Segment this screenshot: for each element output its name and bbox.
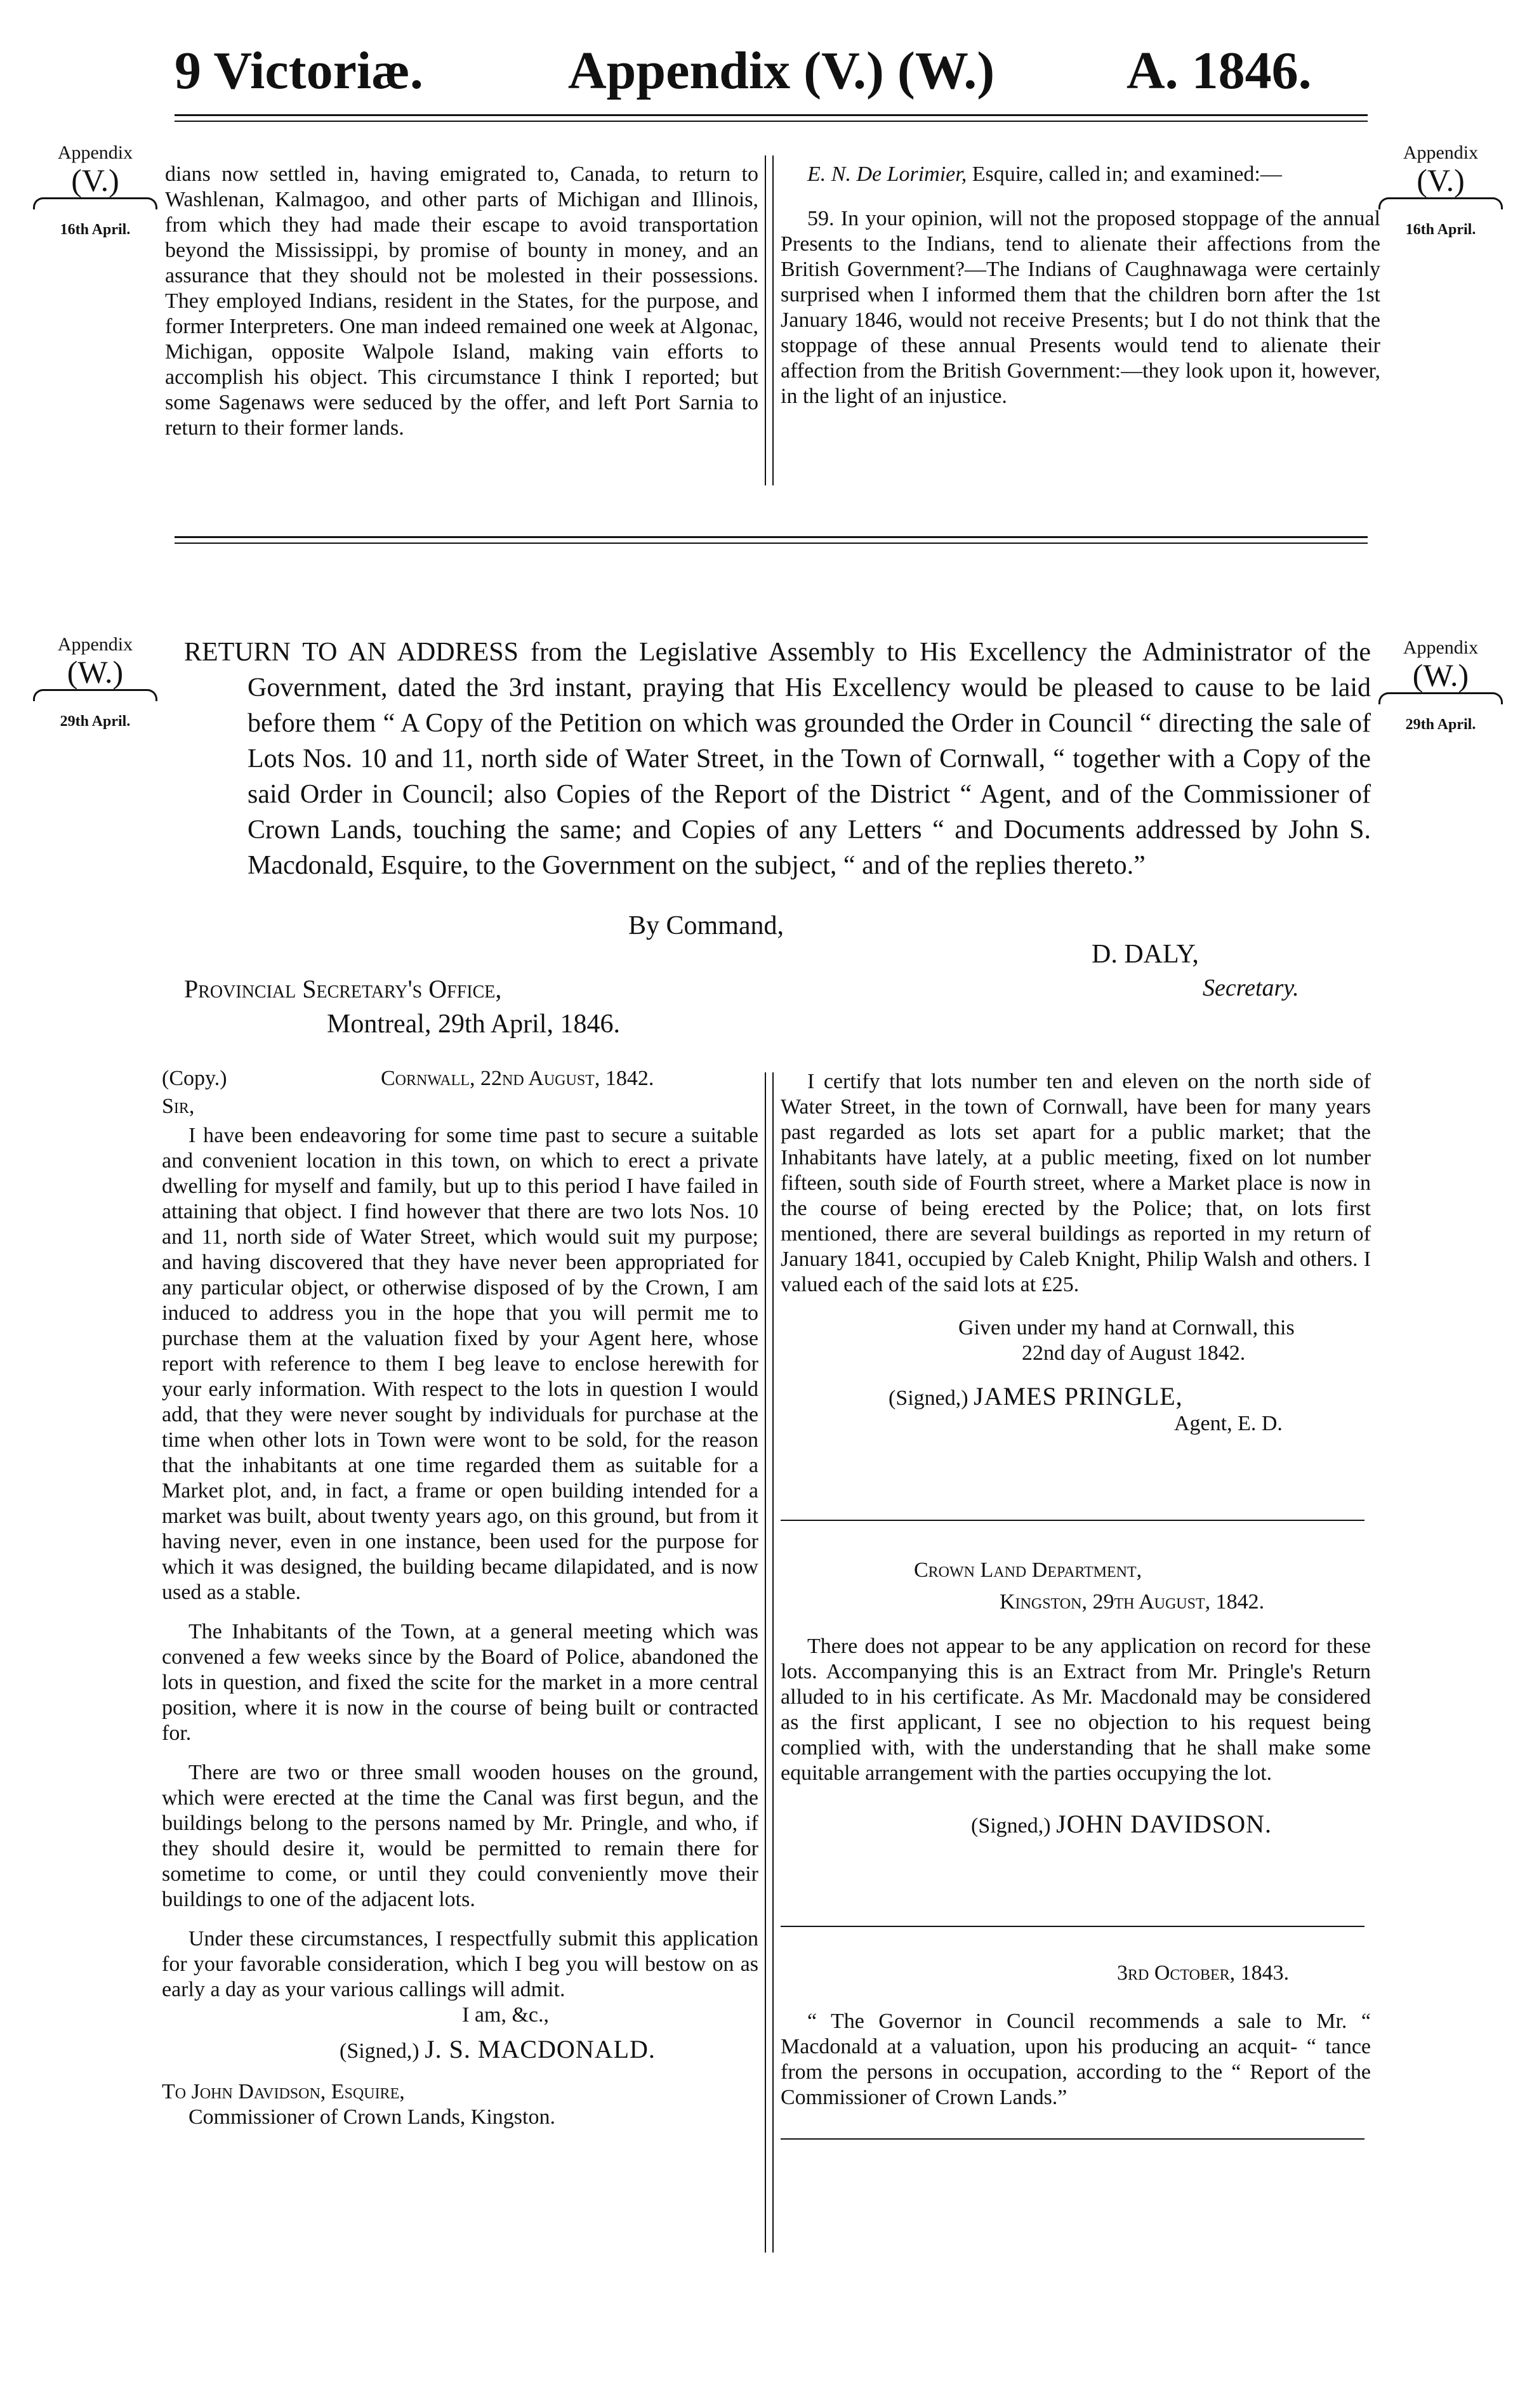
letter-salutation: Sir, [162,1095,195,1118]
signer-title: Secretary. [1203,975,1299,1001]
order-text: “ The Governor in Council recommends a sale to Mr. “ Macdonald at a valuation, upon his producing an acquit- “ tance from the persons in occupation, according to the “ Report of the Commissioner of Crown Lands.” [781,2010,1371,2109]
witness-intro: Esquire, called in; and examined:— [967,162,1282,186]
letter-paragraph: I have been endeavoring for some time past to secure a suitable and convenient location in this town, on which to erect a private dwelling for myself and family, but up to this period I have failed in attaining that object. I find however that there are two lots Nos. 10 and 11, north side of Water Street, which would suit my purpose; and having discovered that they have never been appropriated for any particular object, or otherwise disposed of by the Crown, I am induced to address you in the hope that you will permit me to purchase them at the valuation fixed by your Agent here, whose report with reference to them I beg leave to enclose herewith for your early information. With respect to the lots in question I would add, that they were never sought by individuals for purchase at the time when other lots in Town were wont to be sold, for the reason that the inhabitants at one time regarded them as suitable for a Market plot, and, in fact, a frame or open building intended for a market was built, about twenty years ago, on this ground, but from it having never, even in one instance, been used for the purpose for which it was designed, the building became dilapidated, and is now used as a stable. [162,1124,758,1604]
margin-letter: (V.) [71,162,119,198]
signed-label: (Signed,) [340,2039,420,2063]
letter-paragraph: There are two or three small wooden houses on the ground, which were erected at the time the Canal was first begun, and the buildings belong to the persons named by Mr. Pringle, and who, if they should desire it, would be permitted to remain there for sometime to come, or until they could conveniently move their buildings to one of the adjacent lots. [162,1761,758,1911]
return-text: from the Legislative Assembly to His Excellency the Administrator of the Government, dated the 3rd instant, praying that His Excellency would be pleased to cause to be laid before them “ A Copy of the Petition on which was grounded the Order in Council “ directing the sale of Lots Nos. 10 and 11, north side of Water Street, in the Town of Cornwall, “ together with a Copy of the said Order in Council; also Copies of the Report of the District “ Agent, and of the Commissioner of Crown Lands, touching the same; and Copies of any Letters “ and Documents addressed by John S. Macdonald, Esquire, to the Government on the subject, “ and of the replies thereto.” [248,638,1371,880]
divider-line [781,1520,1364,1521]
question-59: 59. In your opinion, will not the proposed stoppage of the annual Presents to the Indians, tend to alienate their affections from the British Government?—The Indians of Caughnawaga were certainly surprised when I informed them that the children born after the 1st January 1846, would not receive Presents; but I do not think that the stoppage of these annual Presents would tend to alienate their affection from the British Government:—they look upon it, however, in the light of an injustice. [781,207,1380,408]
certificate-pringle [781,1069,1371,1437]
header-regnal-year: 9 Victoriæ. [175,41,423,100]
section-v-left-column [165,162,758,441]
margin-bracket [1378,197,1503,209]
addressee-line: To John Davidson, Esquire, [162,2080,405,2103]
signed-label: (Signed,) [971,1814,1051,1838]
header-session-year: A. 1846. [1126,41,1312,100]
margin-label: Appendix [57,142,133,163]
letter-dateline: Cornwall, 22nd August, 1842. [381,1067,654,1090]
by-command: By Command, [628,911,784,940]
given-line: Given under my hand at Cornwall, this [958,1316,1295,1339]
memo-text: There does not appear to be any application on record for these lots. Accompanying this is an Extract from Mr. Pringle's Return alluded to in his certificate. As Mr. Macdonald may be considered as the first applicant, I see no objection to his request being complied with, with the understanding that he shall make some equitable arrangement with the parties occupying the lot. [781,1635,1371,1785]
margin-letter: (W.) [67,654,124,690]
section-rule-thin [175,543,1368,544]
section-v-left-paragraph: dians now settled in, having emigrated to, Canada, to return to Washlenan, Kalmagoo, and other parts of Michigan and Illinois, from which they had made their escape to avoid transportation beyond the Mississippi, by promise of bounty in money, and an assurance that they should not be molested in their possessions. They employed Indians, resident in the States, for the purpose, and former Interpreters. One man indeed remained one week at Algonac, Michigan, opposite Walpole Island, making vain efforts to accomplish his object. This circumstance I think I reported; but some Sagenaws were seduced by the offer, and left Port Sarnia to return to their former lands. [165,162,758,440]
margin-note-top-left [32,143,159,239]
signed-name: JAMES PRINGLE, [974,1382,1183,1411]
signed-name: JOHN DAVIDSON. [1056,1810,1272,1838]
signed-title: Agent, E. D. [1174,1412,1283,1435]
margin-bracket [33,689,157,701]
order-in-council [781,1961,1371,2110]
divider-line [781,1926,1364,1927]
certificate-text: I certify that lots number ten and eleven on the north side of Water Street, in the town of Cornwall, have been for many years past regarded as lots set apart for a public market; that the Inhabitants have lately, at a public meeting, fixed on lot number fifteen, south side of Fourth street, where a Market place is now in the course of being erected by the Police; that, on lots first mentioned, there are several buildings as reported in my return of January 1841, occupied by Caleb Knight, Philip Walsh and others. I valued each of the said lots at £25. [781,1070,1371,1296]
margin-note-mid-right [1377,638,1504,734]
margin-note-mid-left [32,635,159,730]
header-rule [175,114,1368,116]
header-appendix-title: Appendix (V.) (W.) [568,41,995,100]
margin-date: 16th April. [1405,221,1476,238]
signer-name: D. DALY, [1092,940,1199,969]
signed-label: (Signed,) [889,1386,968,1410]
margin-letter: (W.) [1412,657,1469,693]
margin-bracket [1378,692,1503,704]
memo-place-date: Kingston, 29th August, 1842. [1000,1590,1265,1614]
office-name: Provincial Secretary's Office, [184,975,502,1003]
margin-date: 16th April. [60,221,131,238]
margin-label: Appendix [1403,142,1479,163]
addressee-line: Commissioner of Crown Lands, Kingston. [188,2105,555,2129]
copy-label: (Copy.) [162,1067,227,1090]
signed-name: J. S. MACDONALD. [425,2035,656,2063]
margin-letter: (V.) [1417,162,1465,198]
given-line: 22nd day of August 1842. [1022,1341,1246,1365]
letter-closing: I am, &c., [462,2003,549,2027]
margin-date: 29th April. [1405,716,1476,733]
margin-label: Appendix [57,634,133,655]
return-to-address [184,635,1371,883]
margin-date: 29th April. [60,713,131,730]
memo-department: Crown Land Department, [914,1558,1142,1582]
divider-line [781,2138,1364,2140]
witness-name: E. N. De Lorimier, [807,162,967,186]
margin-bracket [33,197,157,209]
letter-paragraph: The Inhabitants of the Town, at a general meeting which was convened a few weeks since by the Board of Police, abandoned the lots in question, and fixed the scite for the market in a more central position, where it is now in the course of being built or contracted for. [162,1620,758,1745]
header-rule-thin [175,121,1368,122]
order-date: 3rd October, 1843. [1117,1961,1290,1985]
margin-note-top-right [1377,143,1504,239]
column-divider [765,155,774,485]
column-divider [765,1072,774,2253]
letter-paragraph: Under these circumstances, I respectfully submit this application for your favorable consideration, which I beg you will bestow on as early a day as your various callings will admit. [162,1927,758,2001]
memo-davidson [781,1558,1371,1839]
letter-macdonald [162,1066,758,2130]
office-place-date: Montreal, 29th April, 1846. [327,1010,620,1039]
section-rule [175,536,1368,538]
return-lead: RETURN TO AN ADDRESS [184,638,519,667]
section-v-right-column [781,162,1380,409]
margin-label: Appendix [1403,637,1479,658]
